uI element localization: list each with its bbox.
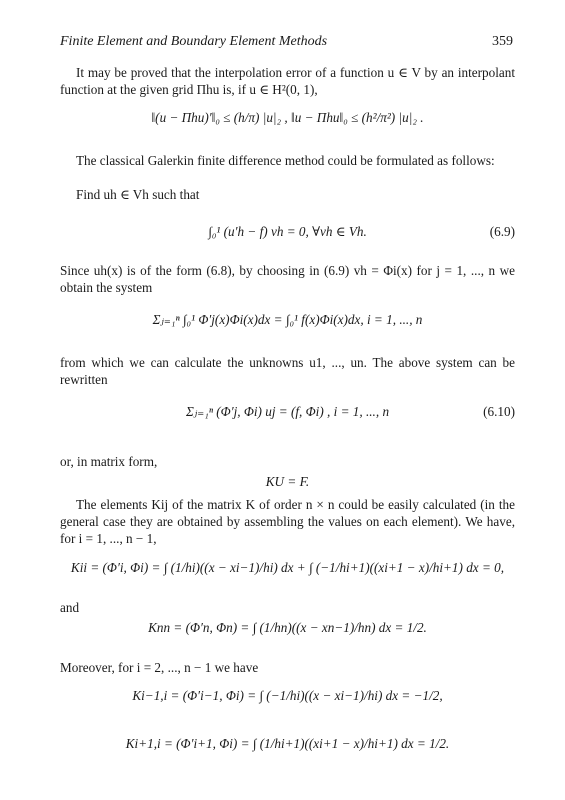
equation-6-9	[60, 224, 515, 254]
paragraph-and: and	[60, 600, 80, 615]
paragraph-matrix-elements: The elements Kij of the matrix K of order n × n could be easily calculated (in the general case they are obtained by assembling the values on each element). We have, for i = 1, ..., n − 1,	[60, 497, 515, 546]
equation-matrix-form-text: KU = F.	[265, 474, 310, 489]
equation-6-9-number: (6.9)	[489, 224, 515, 239]
paragraph-galerkin-intro: The classical Galerkin finite difference method could be formulated as follows:	[76, 153, 495, 168]
equation-6-10-number: (6.10)	[483, 404, 515, 419]
equation-kii-text: Kii = (Φ′i, Φi) = ∫ (1/hi)((x − xi−1)/hi) dx + ∫ (−1/hi+1)((xi+1 − x)/hi+1) dx = 0,	[70, 560, 505, 575]
equation-ki-minus-1	[60, 688, 515, 718]
equation-knn-text: Knn = (Φ′n, Φn) = ∫ (1/hn)((x − xn−1)/hn) dx = 1/2.	[148, 620, 427, 635]
equation-ki-minus-1-text: Ki−1,i = (Φ′i−1, Φi) = ∫ (−1/hi)((x − xi−1)/hi) dx = −1/2,	[132, 688, 443, 703]
paragraph-matrix-form: or, in matrix form,	[60, 454, 158, 469]
equation-kii	[60, 560, 515, 590]
equation-ki-plus-1	[60, 736, 515, 766]
paragraph-moreover: Moreover, for i = 2, ..., n − 1 we have	[60, 660, 259, 675]
page-number: 359	[492, 34, 513, 49]
equation-system	[60, 312, 515, 342]
running-header	[60, 34, 513, 52]
equation-6-10	[60, 404, 515, 434]
running-title: Finite Element and Boundary Element Methods	[60, 34, 328, 49]
equation-interpolation-bound	[60, 110, 515, 140]
equation-system-text: Σⱼ₌₁ⁿ ∫₀¹ Φ′j(x)Φi(x)dx = ∫₀¹ f(x)Φi(x)dx, i = 1, ..., n	[152, 312, 423, 327]
paragraph-interpolation-error: It may be proved that the interpolation error of a function u ∈ V by an interpolant function at the given grid Πhu is, if u ∈ H²(0, 1),	[60, 65, 515, 97]
paragraph-find-uh: Find uh ∈ Vh such that	[76, 187, 200, 202]
equation-knn	[60, 620, 515, 650]
equation-6-9-text: ∫₀¹ (u′h − f) vh = 0, ∀vh ∈ Vh.	[208, 224, 367, 239]
paragraph-since-uh: Since uh(x) is of the form (6.8), by choosing in (6.9) vh = Φi(x) for j = 1, ..., n we obtain the system	[60, 263, 515, 295]
paragraph-unknowns: from which we can calculate the unknowns u1, ..., un. The above system can be rewritten	[60, 355, 515, 387]
equation-interpolation-bound-text: ‖(u − Πhu)′‖₀ ≤ (h/π) |u|₂ , ‖u − Πhu‖₀ ≤ (h²/π²) |u|₂ .	[151, 110, 424, 125]
equation-ki-plus-1-text: Ki+1,i = (Φ′i+1, Φi) = ∫ (1/hi+1)((xi+1 − x)/hi+1) dx = 1/2.	[125, 736, 450, 751]
equation-6-10-text: Σⱼ₌₁ⁿ (Φ′j, Φi) uj = (f, Φi) , i = 1, ..., n	[185, 404, 390, 419]
